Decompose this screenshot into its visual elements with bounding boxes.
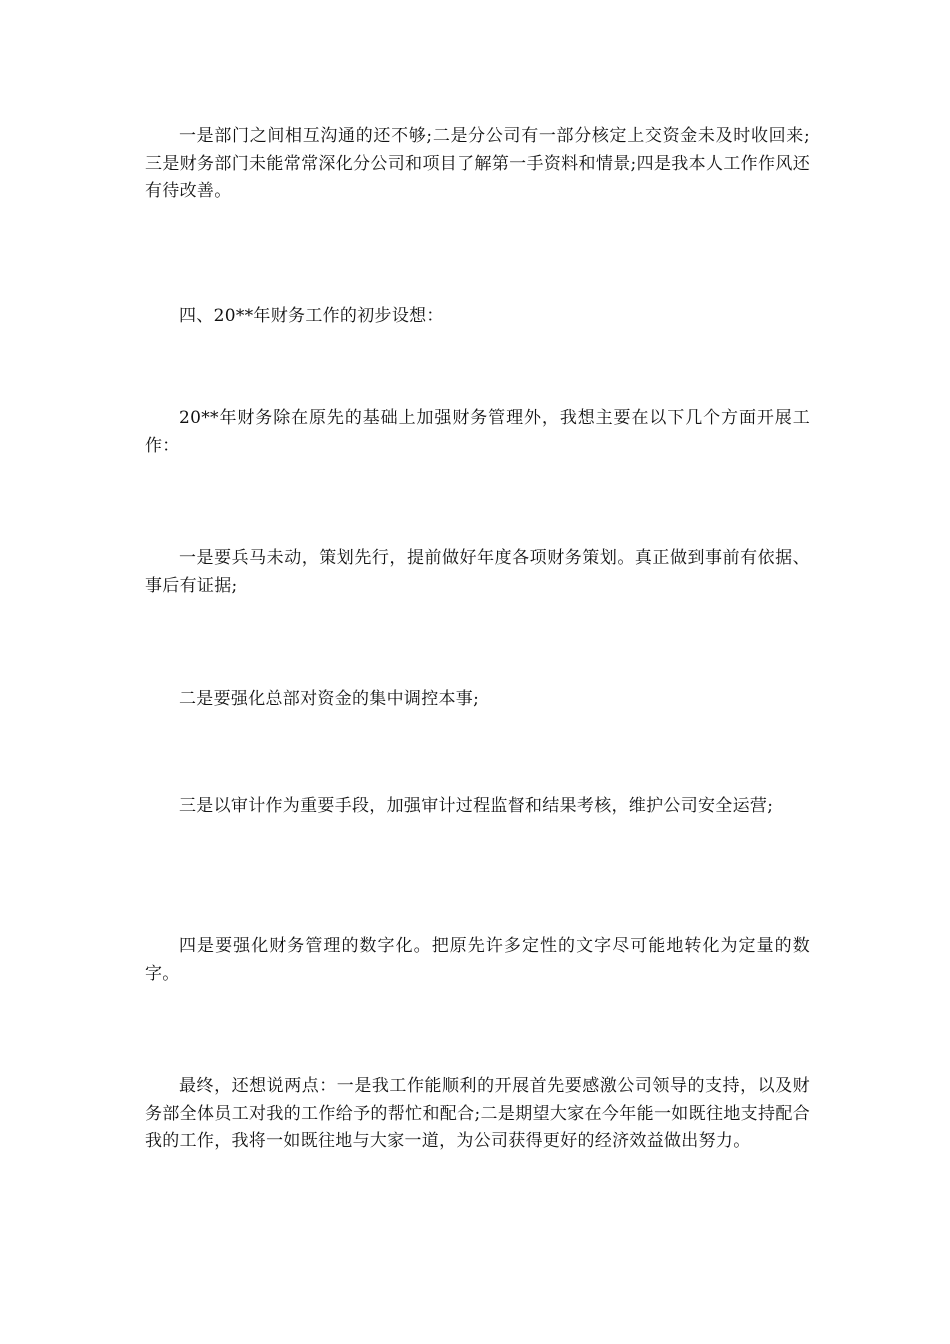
paragraph-plan-item-1: 一是要兵马未动，策划先行，提前做好年度各项财务策划。真正做到事前有依据、事后有证据;	[145, 548, 810, 596]
paragraph-plan-item-3: 三是以审计作为重要手段，加强审计过程监督和结果考核，维护公司安全运营;	[179, 796, 774, 816]
paragraph-plan-item-4: 四是要强化财务管理的数字化。把原先许多定性的文字尽可能地转化为定量的数字。	[145, 936, 810, 984]
paragraph-closing: 最终，还想说两点：一是我工作能顺利的开展首先要感激公司领导的支持，以及财务部全体员工对我的工作给予的帮忙和配合;二是期望大家在今年能一如既往地支持配合我的工作，我将一如既往地与大家一道，为公司获得更好的经济效益做出努力。	[145, 1076, 810, 1151]
paragraph-problems: 一是部门之间相互沟通的还不够;二是分公司有一部分核定上交资金未及时收回来;三是财务部门未能常常深化分公司和项目了解第一手资料和情景;四是我本人工作作风还有待改善。	[145, 126, 810, 201]
paragraph-plan-intro: 20**年财务除在原先的基础上加强财务管理外，我想主要在以下几个方面开展工作：	[145, 408, 810, 456]
paragraph-plan-item-2: 二是要强化总部对资金的集中调控本事;	[179, 689, 480, 709]
section-heading-plan: 四、20**年财务工作的初步设想：	[179, 306, 444, 326]
